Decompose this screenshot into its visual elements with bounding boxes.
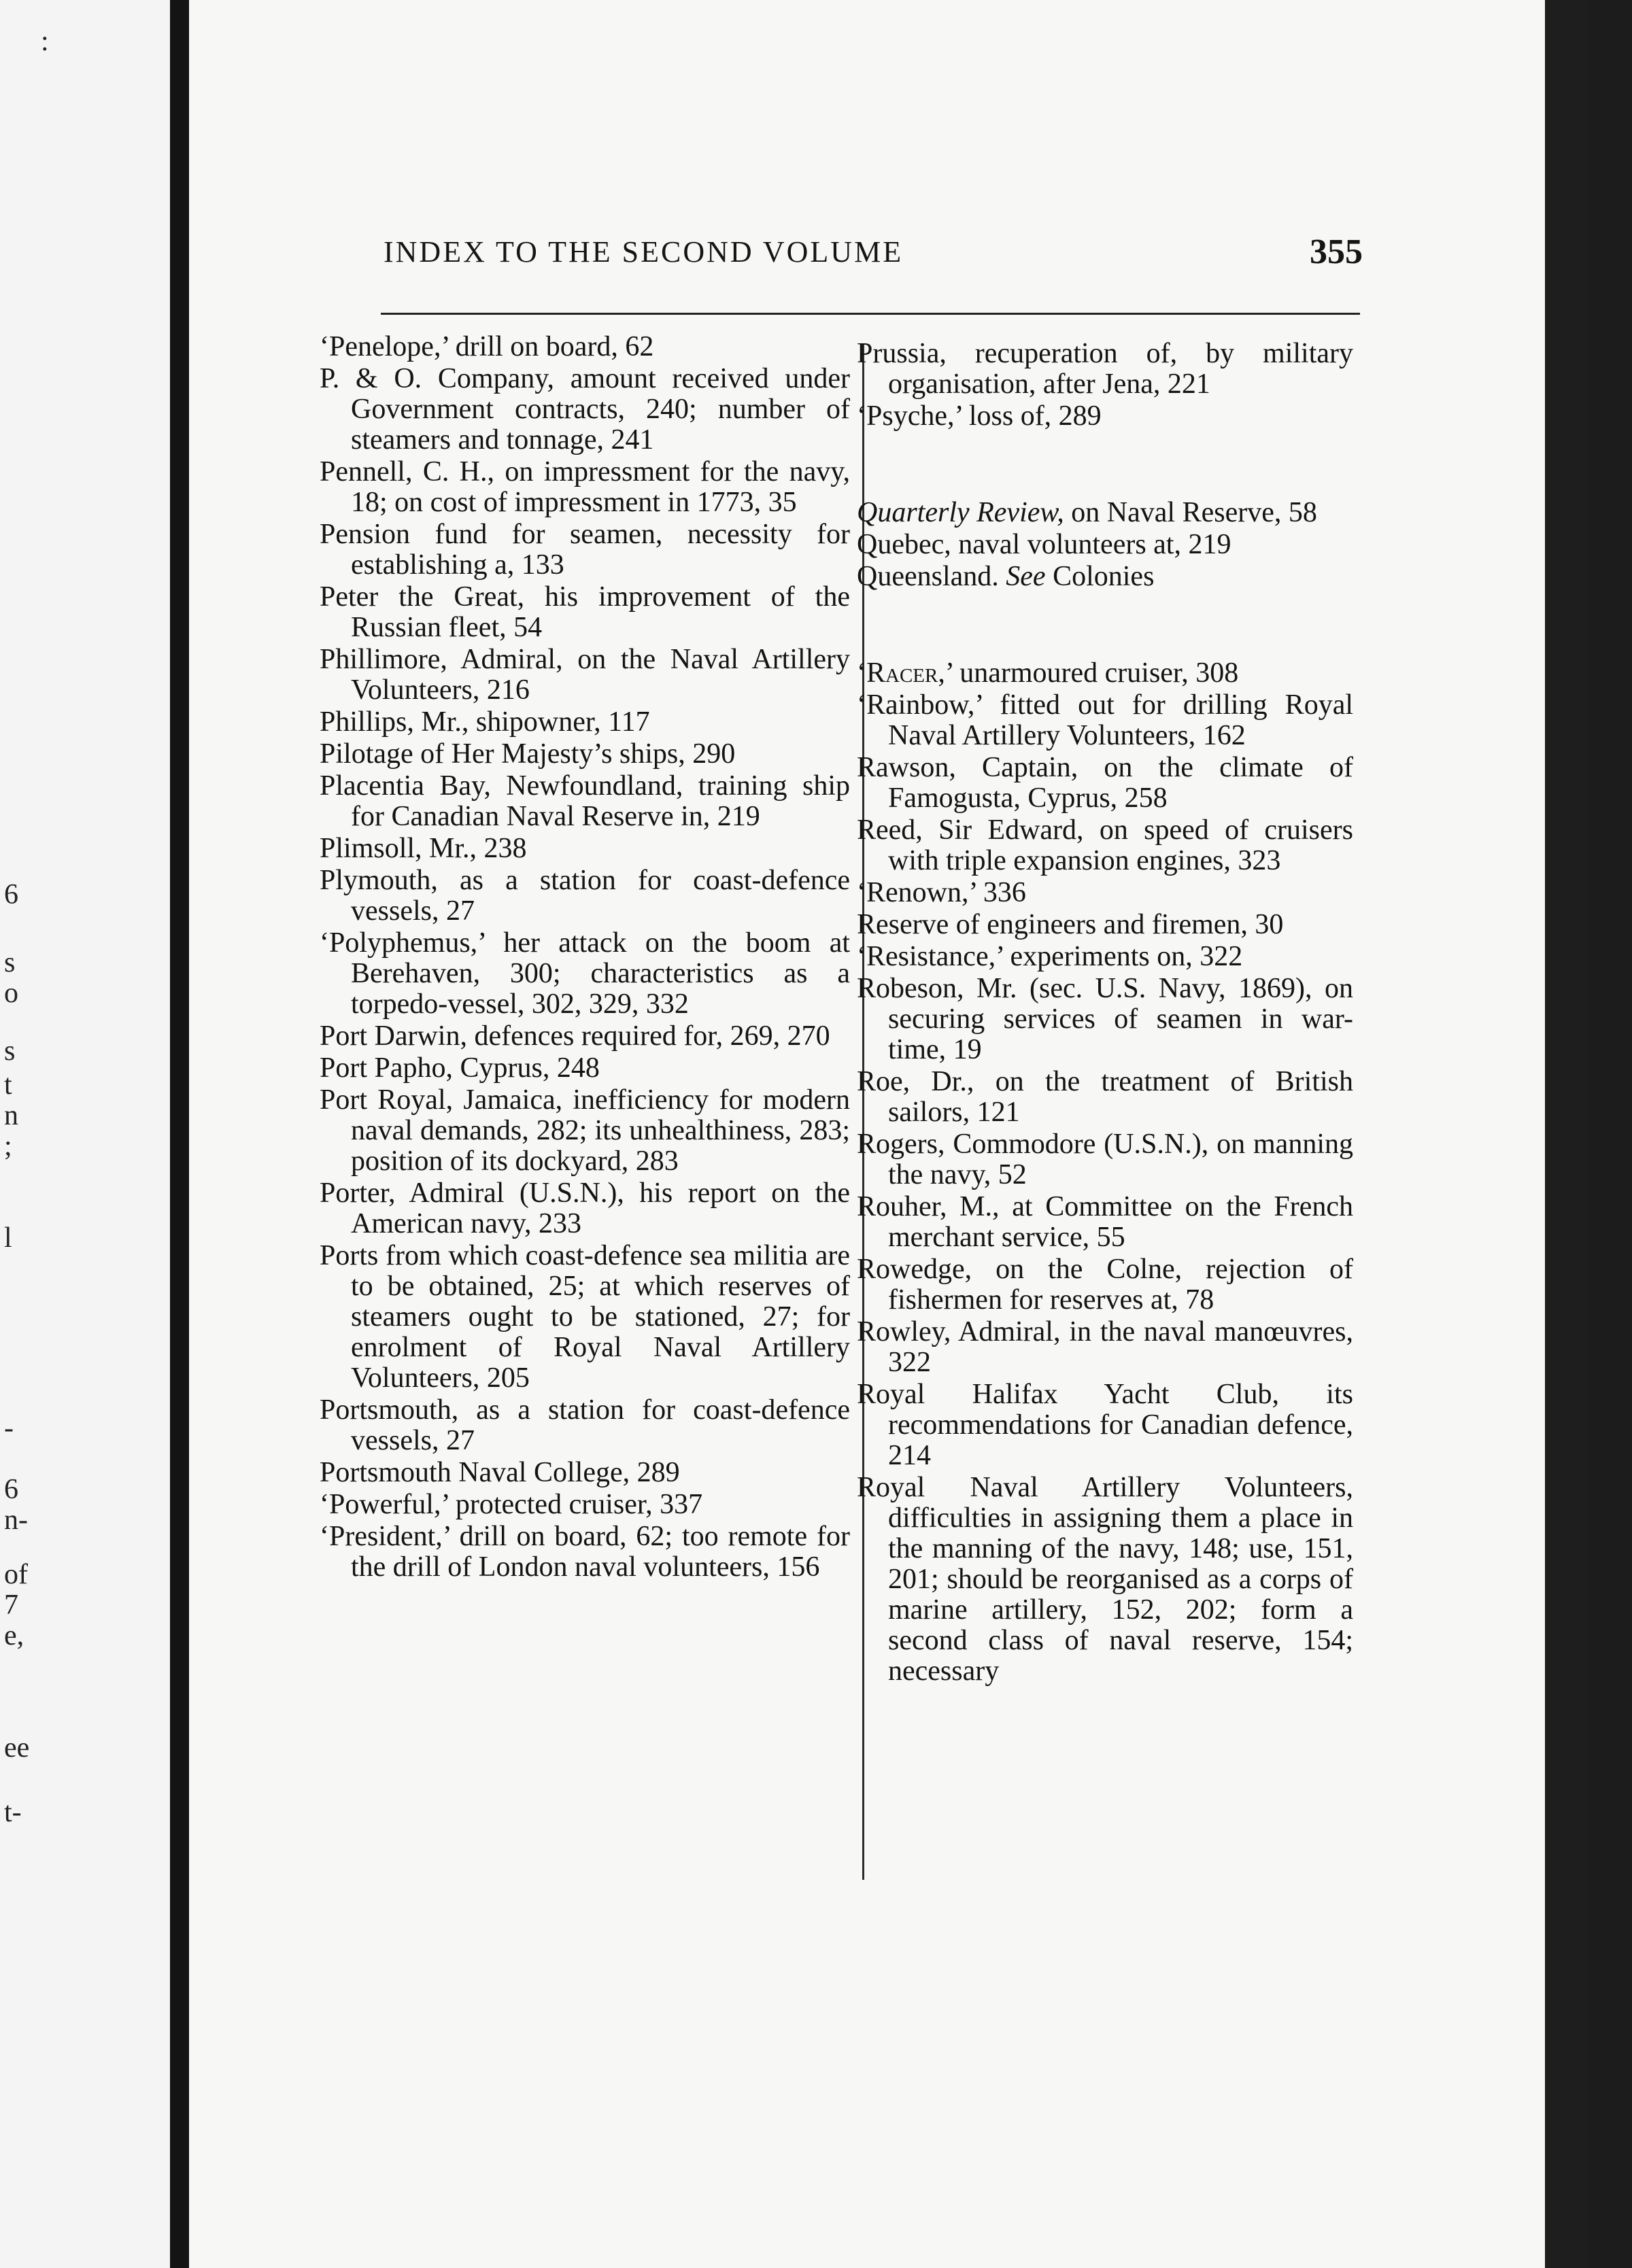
index-entry: Pension fund for seamen, necessity for establishing a, 133 [320,519,850,581]
index-entry: Portsmouth, as a station for coast-defence vessels, 27 [320,1394,850,1456]
margin-fragment: o [4,978,18,1009]
index-entry: Portsmouth Naval College, 289 [320,1457,680,1488]
margin-fragment: n- [4,1505,28,1536]
index-entry: Royal Naval Artillery Volunteers, difficulties in assigning them a place in the manning of the navy, 148; use, 151, 201; should be reorganised as a corps of marine artillery, 152, 202; form a second class of naval reserve, 154; necessary [857,1472,1353,1687]
page-header [384,235,1363,282]
index-entry: Rouher, M., at Committee on the French merchant service, 55 [857,1191,1353,1253]
index-entry: Plimsoll, Mr., 238 [320,833,527,864]
margin-fragment: t [4,1069,12,1101]
index-entry: Plymouth, as a station for coast-defence vessels, 27 [320,865,850,927]
index-entry: Roe, Dr., on the treatment of British sailors, 121 [857,1066,1353,1128]
index-entry: Rowedge, on the Colne, rejection of fishermen for reserves at, 78 [857,1254,1353,1316]
index-entry: Prussia, recuperation of, by military organisation, after Jena, 221 [857,338,1353,400]
margin-fragment: 7 [4,1590,18,1621]
index-entry: Pilotage of Her Majesty’s ships, 290 [320,738,736,770]
index-entry: ‘Racer,’ unarmoured cruiser, 308 [857,657,1239,689]
index-entry: ‘Penelope,’ drill on board, 62 [320,331,654,362]
gutter-shadow [170,0,189,2268]
index-entry: Quarterly Review, on Naval Reserve, 58 [857,497,1317,528]
index-entry: Port Papho, Cyprus, 248 [320,1052,600,1084]
index-entry: Queensland. See Colonies [857,561,1155,592]
index-entry: Pennell, C. H., on impressment for the navy, 18; on cost of impressment in 1773, 35 [320,456,850,518]
running-title: INDEX TO THE SECOND VOLUME [384,235,904,269]
index-entry: Peter the Great, his improvement of the Russian fleet, 54 [320,581,850,643]
letter-gap [857,594,1353,658]
index-entry: ‘President,’ drill on board, 62; too remote for the drill of London naval volunteers, 156 [320,1521,850,1583]
index-entry: ‘Resistance,’ experiments on, 322 [857,941,1243,972]
margin-fragment: ; [4,1131,12,1162]
index-entry: Rogers, Commodore (U.S.N.), on manning the navy, 52 [857,1129,1353,1190]
page-edge-shadow [1545,0,1588,2268]
page-number: 355 [1310,233,1363,271]
index-entry: Phillimore, Admiral, on the Naval Artillery Volunteers, 216 [320,644,850,706]
margin-fragment: e, [4,1620,24,1651]
index-entry: Quebec, naval volunteers at, 219 [857,529,1231,560]
index-entry: Port Darwin, defences required for, 269, 270 [320,1020,830,1052]
index-entry: Porter, Admiral (U.S.N.), his report on the American navy, 233 [320,1178,850,1239]
index-entry: ‘Powerful,’ protected cruiser, 337 [320,1489,703,1520]
margin-fragment: s [4,947,16,978]
margin-fragment: t- [4,1797,22,1828]
margin-fragment: l [4,1222,12,1254]
margin-fragment: of [4,1559,28,1590]
previous-page-strip [0,0,184,2268]
index-entry: Phillips, Mr., shipowner, 117 [320,706,650,738]
index-entry: P. & O. Company, amount received under Government contracts, 240; number of steamers and tonnage, 241 [320,363,850,456]
index-entry: Robeson, Mr. (sec. U.S. Navy, 1869), on securing services of seamen in war-time, 19 [857,973,1353,1065]
index-entry: ‘Renown,’ 336 [857,877,1026,908]
index-entry: Rowley, Admiral, in the naval manœuvres, 322 [857,1316,1353,1378]
index-entry: Ports from which coast-defence sea militia are to be obtained, 25; at which reserves of steamers ought to be stationed, 27; for enrolment of Royal Naval Artillery Volunteers, 205 [320,1240,850,1394]
margin-fragment: 6 [4,879,18,910]
margin-fragment: s [4,1035,16,1067]
index-entry: ‘Rainbow,’ fitted out for drilling Royal Naval Artillery Volunteers, 162 [857,689,1353,751]
margin-fragment: 6 [4,1474,18,1505]
header-rule [381,313,1360,315]
margin-fragment: n [4,1100,18,1131]
index-entry: Reserve of engineers and firemen, 30 [857,909,1284,940]
index-entry: Reed, Sir Edward, on speed of cruisers with triple expansion engines, 323 [857,814,1353,876]
index-entry: ‘Psyche,’ loss of, 289 [857,400,1102,432]
index-entry: Rawson, Captain, on the climate of Famogusta, Cyprus, 258 [857,752,1353,814]
index-entry: Placentia Bay, Newfoundland, training ship for Canadian Naval Reserve in, 219 [320,770,850,832]
index-entry: ‘Polyphemus,’ her attack on the boom at Berehaven, 300; characteristics as a torpedo-vessel, 302, 329, 332 [320,927,850,1020]
letter-gap [857,433,1353,498]
index-column-right [857,339,1353,1688]
index-entry: Royal Halifax Yacht Club, its recommendations for Canadian defence, 214 [857,1379,1353,1471]
margin-fragment: : [41,26,49,57]
index-column-left [320,332,850,1584]
margin-fragment: - [4,1413,14,1444]
margin-fragment: ee [4,1732,30,1764]
index-entry: Port Royal, Jamaica, inefficiency for modern naval demands, 282; its unhealthiness, 283; position of its dockyard, 283 [320,1084,850,1177]
